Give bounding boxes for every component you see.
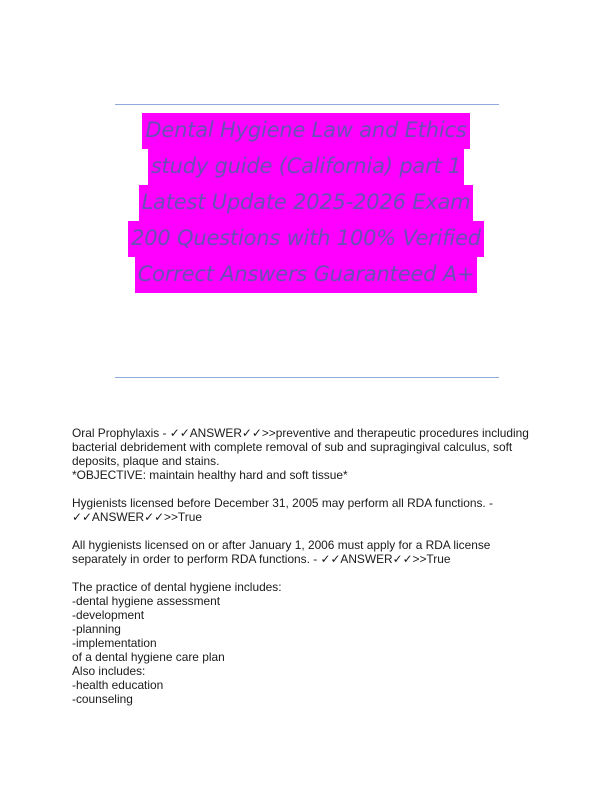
top-rule: [115, 104, 499, 105]
text-line: ✓✓ANSWER✓✓>>True: [72, 510, 202, 524]
title-line-text: study guide (California) part 1: [148, 149, 464, 185]
text-line: Hygienists licensed before December 31, 2005 may perform all RDA functions. -: [72, 496, 493, 510]
qa-licensed-after-2006: [72, 538, 542, 566]
text-line: -counseling: [72, 692, 133, 706]
title-line-text: Dental Hygiene Law and Ethics: [142, 113, 469, 149]
text-line: -dental hygiene assessment: [72, 594, 221, 608]
text-line: Oral Prophylaxis - ✓✓ANSWER✓✓>>preventive and therapeutic procedures including: [72, 426, 529, 440]
title-line: [128, 221, 484, 257]
text-line: -planning: [72, 622, 121, 636]
text-line: deposits, plaque and stains.: [72, 454, 220, 468]
text-line: bacterial debridement with complete removal of sub and supragingival calculus, soft: [72, 440, 513, 454]
text-line: of a dental hygiene care plan: [72, 650, 225, 664]
text-line: -health education: [72, 678, 164, 692]
qa-oral-prophylaxis: [72, 426, 542, 482]
title-line: [142, 113, 469, 149]
qa-practice-includes: [72, 580, 542, 706]
text-line: *OBJECTIVE: maintain healthy hard and soft tissue*: [72, 468, 348, 482]
document-title: [100, 113, 512, 293]
title-line: [148, 149, 464, 185]
title-line-text: Latest Update 2025-2026 Exam: [139, 185, 474, 221]
qa-licensed-before-2005: [72, 496, 542, 524]
bottom-rule: [115, 377, 499, 378]
title-line: [135, 257, 478, 293]
text-line: separately in order to perform RDA functions. - ✓✓ANSWER✓✓>>True: [72, 552, 451, 566]
text-line: The practice of dental hygiene includes:: [72, 580, 282, 594]
text-line: All hygienists licensed on or after January 1, 2006 must apply for a RDA license: [72, 538, 491, 552]
title-line-text: Correct Answers Guaranteed A+: [135, 257, 478, 293]
text-line: -development: [72, 608, 145, 622]
text-line: Also includes:: [72, 664, 146, 678]
title-line: [139, 185, 474, 221]
text-line: -implementation: [72, 636, 157, 650]
document-body: [72, 426, 542, 720]
title-line-text: 200 Questions with 100% Verified: [128, 221, 484, 257]
